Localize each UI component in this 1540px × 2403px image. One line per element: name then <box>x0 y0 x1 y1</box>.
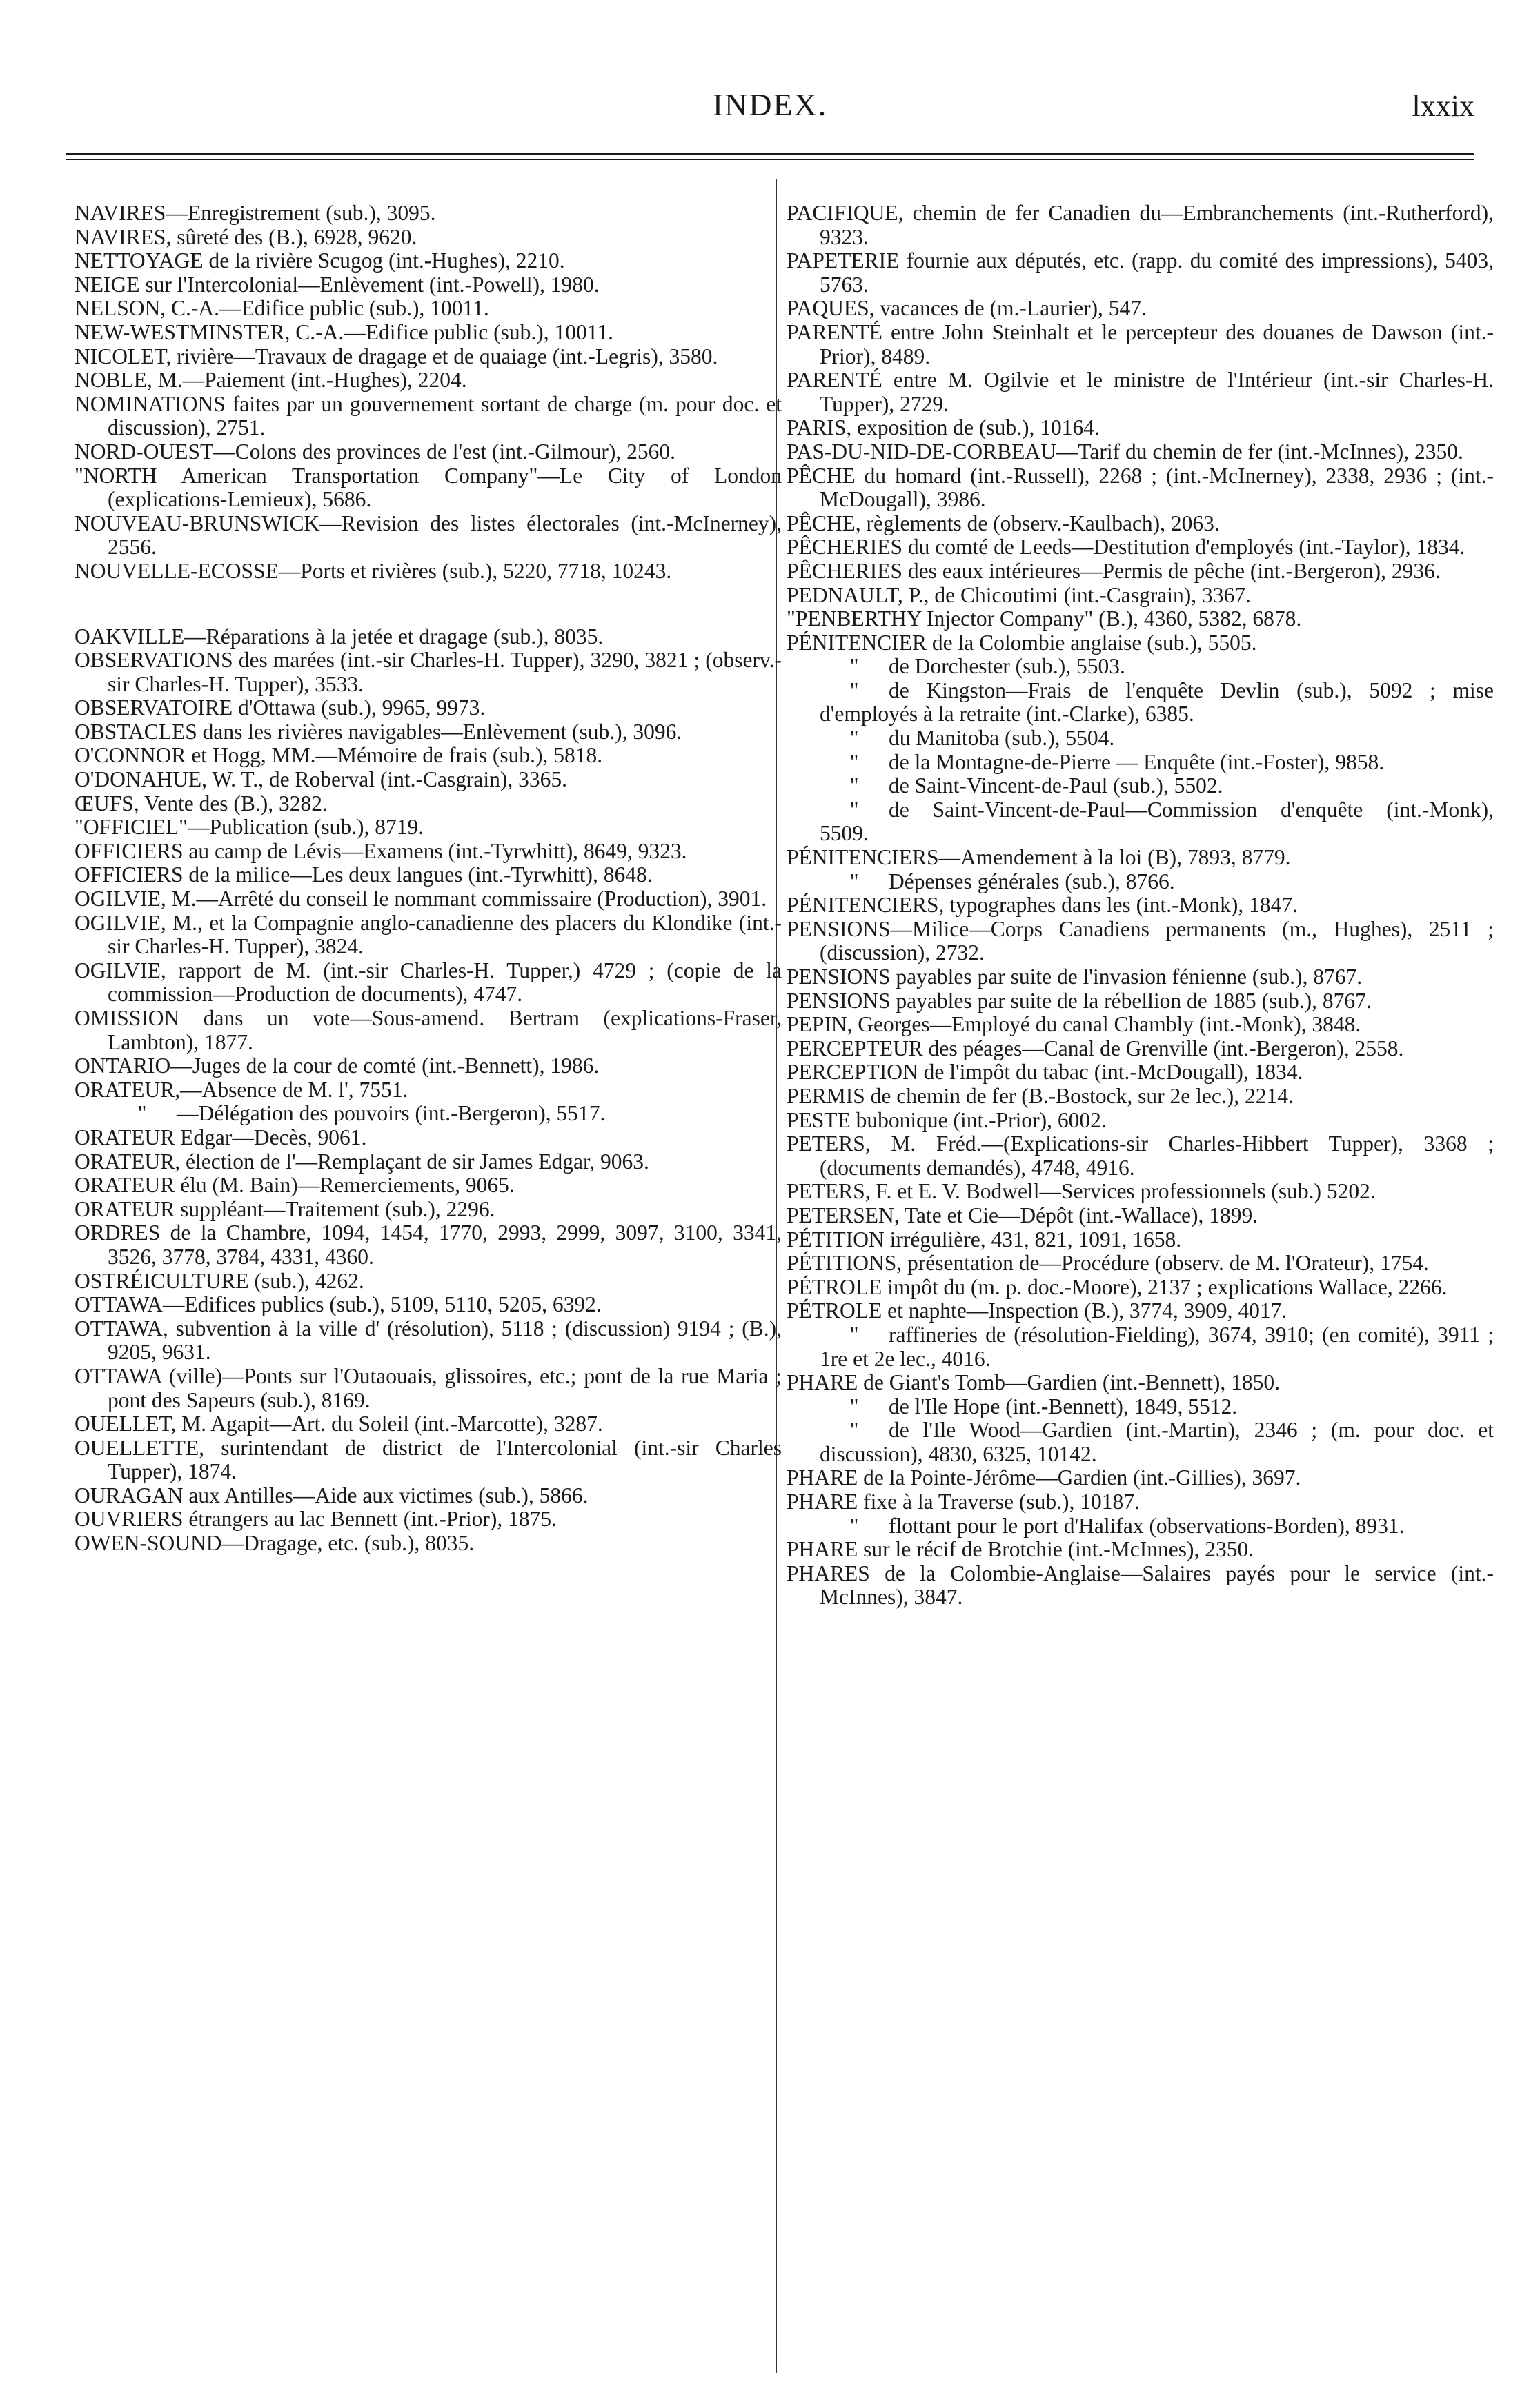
index-entry <box>787 1037 1494 1061</box>
index-entry <box>75 1126 782 1150</box>
entry-text: PARENTÉ entre M. Ogilvie et le ministre de l'Intérieur (int.-sir Charles-H. Tupper), 2729. <box>787 368 1494 416</box>
entry-text: PÊCHERIES des eaux intérieures—Permis de pêche (int.-Bergeron), 2936. <box>787 558 1441 583</box>
entry-text: PÉTITIONS, présentation de—Procédure (observ. de M. l'Orateur), 1754. <box>787 1251 1429 1276</box>
entry-text: NAVIRES—Enregistrement (sub.), 3095. <box>75 201 436 225</box>
index-entry <box>787 1085 1494 1109</box>
entry-text: "NORTH American Transportation Company"—Le City of London (explications-Lemieux), 5686. <box>75 463 782 512</box>
entry-text: NAVIRES, sûreté des (B.), 6928, 9620. <box>75 224 417 249</box>
entry-text: OMISSION dans un vote—Sous-amend. Bertram (explications-Fraser, Lambton), 1877. <box>75 1006 782 1054</box>
entry-text: "OFFICIEL"—Publication (sub.), 8719. <box>75 815 424 840</box>
index-subentry <box>787 1323 1494 1371</box>
index-entry <box>75 768 782 792</box>
entry-text: PERCEPTEUR des péages—Canal de Grenville (int.-Bergeron), 2558. <box>787 1036 1404 1060</box>
entry-text: NEIGE sur l'Intercolonial—Enlèvement (int.-Powell), 1980. <box>75 272 600 297</box>
entry-text: PETERSEN, Tate et Cie—Dépôt (int.-Wallace), 1899. <box>787 1203 1258 1227</box>
entry-text: NOUVELLE-ECOSSE—Ports et rivières (sub.), 5220, 7718, 10243. <box>75 558 672 583</box>
index-entry <box>787 1562 1494 1610</box>
entry-text: de Saint-Vincent-de-Paul—Commission d'enquête (int.-Monk), 5509. <box>820 797 1494 846</box>
ditto-mark: " <box>849 1418 859 1443</box>
index-entry <box>75 1412 782 1436</box>
index-subentry <box>787 726 1494 751</box>
entry-text: OSTRÉICULTURE (sub.), 4262. <box>75 1268 364 1293</box>
entry-text: de Saint-Vincent-de-Paul (sub.), 5502. <box>889 773 1223 798</box>
entry-text: PÊCHE, règlements de (observ.-Kaulbach), 2063. <box>787 511 1220 535</box>
entry-text: OUELLETTE, surintendant de district de l'Intercolonial (int.-sir Charles Tupper), 1874. <box>75 1435 782 1484</box>
index-entry <box>787 416 1494 440</box>
index-entry <box>787 918 1494 965</box>
entry-text: NETTOYAGE de la rivière Scugog (int.-Hughes), 2210. <box>75 248 565 273</box>
index-entry <box>75 297 782 321</box>
ditto-mark: " <box>849 773 859 798</box>
index-entry <box>75 345 782 369</box>
index-entry <box>75 959 782 1007</box>
index-entry <box>75 1198 782 1222</box>
index-entry <box>787 201 1494 249</box>
index-entry <box>787 440 1494 464</box>
entry-text: —Délégation des pouvoirs (int.-Bergeron), 5517. <box>177 1101 606 1126</box>
entry-text: PENSIONS—Milice—Corps Canadiens permanents (m., Hughes), 2511 ; (discussion), 2732. <box>787 916 1494 965</box>
entry-text: PÉNITENCIER de la Colombie anglaise (sub.), 5505. <box>787 630 1257 655</box>
entry-text: PHARE sur le récif de Brotchie (int.-McInnes), 2350. <box>787 1537 1254 1562</box>
entry-text: OTTAWA—Edifices publics (sub.), 5109, 5110, 5205, 6392. <box>75 1292 602 1317</box>
left-column <box>75 201 782 1556</box>
entry-text: PÉNITENCIERS, typographes dans les (int.-Monk), 1847. <box>787 893 1299 918</box>
page-title: INDEX. <box>712 87 828 122</box>
entry-text: de la Montagne-de-Pierre — Enquête (int.-Foster), 9858. <box>889 749 1385 774</box>
index-entry <box>75 249 782 273</box>
index-entry <box>75 1436 782 1484</box>
index-entry <box>75 1078 782 1102</box>
index-subentry <box>787 655 1494 679</box>
entry-text: PÊCHERIES du comté de Leeds—Destitution d'employés (int.-Taylor), 1834. <box>787 535 1465 560</box>
entry-text: OBSERVATIONS des marées (int.-sir Charles-H. Tupper), 3290, 3821 ; (observ.-sir Charles-H. Tupper), 3533. <box>75 648 782 696</box>
entry-text: OFFICIERS au camp de Lévis—Examens (int.-Tyrwhitt), 8649, 9323. <box>75 838 687 863</box>
entry-text: NOMINATIONS faites par un gouvernement sortant de charge (m. pour doc. et discussion), 2751. <box>75 391 782 440</box>
index-subentry <box>787 798 1494 846</box>
section-gap <box>75 584 782 625</box>
entry-text: PARIS, exposition de (sub.), 10164. <box>787 415 1100 440</box>
entry-text: OGILVIE, rapport de M. (int.-sir Charles-H. Tupper,) 4729 ; (copie de la commission—Production de documents), 4747. <box>75 958 782 1007</box>
index-entry <box>75 201 782 226</box>
entry-text: PÊCHE du homard (int.-Russell), 2268 ; (int.-McInerney), 2338, 2936 ; (int.-McDougall), 3986. <box>787 463 1494 512</box>
entry-text: PETERS, M. Fréd.—(Explications-sir Charles-Hibbert Tupper), 3368 ; (documents demandés), 4748, 4916. <box>787 1131 1494 1180</box>
index-entry <box>787 1371 1494 1395</box>
header-rule-thin <box>66 159 1474 160</box>
entry-text: ORATEUR, élection de l'—Remplaçant de sir James Edgar, 9063. <box>75 1149 649 1174</box>
entry-text: PÉTITION irrégulière, 431, 821, 1091, 1658. <box>787 1227 1182 1252</box>
entry-text: OFFICIERS de la milice—Les deux langues (int.-Tyrwhitt), 8648. <box>75 862 653 887</box>
index-subentry <box>787 774 1494 798</box>
index-entry <box>787 1228 1494 1252</box>
entry-text: PETERS, F. et E. V. Bodwell—Services professionnels (sub.) 5202. <box>787 1179 1376 1204</box>
index-entry <box>787 535 1494 560</box>
entry-text: PACIFIQUE, chemin de fer Canadien du—Embranchements (int.-Rutherford), 9323. <box>787 201 1494 249</box>
index-entry <box>75 1532 782 1556</box>
index-entry <box>75 840 782 864</box>
index-entry <box>75 1054 782 1078</box>
index-entry <box>75 1174 782 1198</box>
entry-text: PENSIONS payables par suite de l'invasion fénienne (sub.), 8767. <box>787 965 1363 989</box>
entry-text: NICOLET, rivière—Travaux de dragage et de quaiage (int.-Legris), 3580. <box>75 344 718 368</box>
ditto-mark: " <box>849 797 859 822</box>
ditto-mark: " <box>849 678 859 702</box>
index-entry <box>75 1365 782 1412</box>
index-entry <box>75 1317 782 1365</box>
entry-text: OGILVIE, M.—Arrêté du conseil le nommant commissaire (Production), 3901. <box>75 887 767 911</box>
index-subentry <box>787 1418 1494 1466</box>
ditto-mark: " <box>849 749 859 774</box>
index-entry <box>787 893 1494 918</box>
index-subentry <box>787 1395 1494 1419</box>
index-entry <box>787 297 1494 321</box>
entry-text: NEW-WESTMINSTER, C.-A.—Edifice public (sub.), 10011. <box>75 319 613 344</box>
entry-text: NORD-OUEST—Colons des provinces de l'est (int.-Gilmour), 2560. <box>75 439 675 464</box>
entry-text: ŒUFS, Vente des (B.), 3282. <box>75 791 328 815</box>
index-entry <box>75 911 782 959</box>
index-entry <box>75 440 782 464</box>
index-entry <box>787 321 1494 368</box>
entry-text: PESTE bubonique (int.-Prior), 6002. <box>787 1107 1107 1132</box>
entry-text: PAS-DU-NID-DE-CORBEAU—Tarif du chemin de fer (int.-McInnes), 2350. <box>787 439 1463 464</box>
index-entry <box>75 625 782 649</box>
ditto-mark: " <box>849 1322 859 1347</box>
entry-text: Dépenses générales (sub.), 8766. <box>889 869 1175 893</box>
entry-text: ORDRES de la Chambre, 1094, 1454, 1770, 2993, 2999, 3097, 3100, 3341, 3526, 3778, 3784, 4331, 4360. <box>75 1220 782 1269</box>
entry-text: PEDNAULT, P., de Chicoutimi (int.-Casgrain), 3367. <box>787 582 1251 607</box>
entry-text: PHARE de la Pointe-Jérôme—Gardien (int.-Gillies), 3697. <box>787 1465 1301 1490</box>
index-entry <box>787 1132 1494 1180</box>
index-entry <box>75 1507 782 1532</box>
entry-text: NELSON, C.-A.—Edifice public (sub.), 10011. <box>75 296 489 321</box>
index-entry <box>75 863 782 887</box>
index-entry <box>787 1276 1494 1300</box>
ditto-mark: " <box>849 654 859 679</box>
index-entry <box>787 1490 1494 1514</box>
entry-text: PENSIONS payables par suite de la rébellion de 1885 (sub.), 8767. <box>787 988 1372 1013</box>
entry-text: de Dorchester (sub.), 5503. <box>889 654 1125 679</box>
index-subentry <box>787 1514 1494 1539</box>
index-entry <box>787 965 1494 989</box>
index-entry <box>75 393 782 440</box>
index-subentry <box>787 751 1494 775</box>
index-entry <box>787 1299 1494 1323</box>
entry-text: PARENTÉ entre John Steinhalt et le percepteur des douanes de Dawson (int.-Prior), 8489. <box>787 319 1494 368</box>
index-entry <box>75 649 782 696</box>
index-entry <box>787 846 1494 870</box>
index-entry <box>75 887 782 911</box>
entry-text: ORATEUR Edgar—Decès, 9061. <box>75 1125 367 1149</box>
entry-text: PHARE fixe à la Traverse (sub.), 10187. <box>787 1490 1140 1514</box>
entry-text: PÉTROLE et naphte—Inspection (B.), 3774, 3909, 4017. <box>787 1298 1287 1323</box>
index-entry <box>787 464 1494 512</box>
entry-text: OUVRIERS étrangers au lac Bennett (int.-Prior), 1875. <box>75 1507 557 1532</box>
entry-text: PEPIN, Georges—Employé du canal Chambly (int.-Monk), 3848. <box>787 1012 1361 1037</box>
right-column <box>787 201 1494 1610</box>
entry-text: O'CONNOR et Hogg, MM.—Mémoire de frais (sub.), 5818. <box>75 743 603 768</box>
index-subentry <box>75 1102 782 1126</box>
entry-text: raffineries de (résolution-Fielding), 3674, 3910; (en comité), 3911 ; 1re et 2e lec., 4016. <box>820 1322 1494 1371</box>
index-entry <box>787 249 1494 297</box>
entry-text: OURAGAN aux Antilles—Aide aux victimes (sub.), 5866. <box>75 1483 589 1507</box>
entry-text: OTTAWA (ville)—Ponts sur l'Outaouais, glissoires, etc.; pont de la rue Maria ; pont des Sapeurs (sub.), 8169. <box>75 1363 782 1412</box>
index-entry <box>75 1293 782 1317</box>
index-entry <box>787 1204 1494 1228</box>
entry-text: de l'Ile Wood—Gardien (int.-Martin), 2346 ; (m. pour doc. et discussion), 4830, 6325, 10142. <box>820 1418 1494 1466</box>
entry-text: NOBLE, M.—Paiement (int.-Hughes), 2204. <box>75 368 467 393</box>
ditto-mark: " <box>137 1101 147 1126</box>
index-entry <box>75 368 782 393</box>
index-entry <box>787 1252 1494 1276</box>
index-entry <box>75 1269 782 1294</box>
index-entry <box>787 368 1494 416</box>
entry-text: OGILVIE, M., et la Compagnie anglo-canadienne des placers du Klondike (int.-sir Charles-H. Tupper), 3824. <box>75 910 782 959</box>
ditto-mark: " <box>849 1513 859 1538</box>
ditto-mark: " <box>849 869 859 893</box>
entry-text: NOUVEAU-BRUNSWICK—Revision des listes électorales (int.-McInerney), 2556. <box>75 511 782 560</box>
page-number: lxxix <box>1412 89 1474 123</box>
index-entry <box>787 1109 1494 1133</box>
entry-text: de Kingston—Frais de l'enquête Devlin (sub.), 5092 ; mise d'employés à la retraite (int.-Clarke), 6385. <box>820 678 1494 726</box>
index-subentry <box>787 870 1494 894</box>
entry-text: OWEN-SOUND—Dragage, etc. (sub.), 8035. <box>75 1531 475 1556</box>
index-entry <box>75 464 782 512</box>
ditto-mark: " <box>849 1394 859 1418</box>
entry-text: OUELLET, M. Agapit—Art. du Soleil (int.-Marcotte), 3287. <box>75 1412 603 1436</box>
ditto-mark: " <box>849 726 859 751</box>
index-entry <box>787 512 1494 536</box>
index-entry <box>75 696 782 720</box>
entry-text: OBSTACLES dans les rivières navigables—Enlèvement (sub.), 3096. <box>75 719 682 744</box>
header-rule-thick <box>66 153 1474 155</box>
entry-text: PHARE de Giant's Tomb—Gardien (int.-Bennett), 1850. <box>787 1370 1281 1395</box>
index-entry <box>787 989 1494 1013</box>
index-entry <box>75 744 782 768</box>
entry-text: OTTAWA, subvention à la ville d' (résolution), 5118 ; (discussion) 9194 ; (B.), 9205, 9631. <box>75 1316 782 1365</box>
index-entry <box>75 1150 782 1174</box>
index-entry <box>787 1538 1494 1562</box>
index-entry <box>787 1466 1494 1490</box>
entry-text: "PENBERTHY Injector Company" (B.), 4360, 5382, 6878. <box>787 606 1302 631</box>
index-entry <box>75 560 782 584</box>
entry-text: PAQUES, vacances de (m.-Laurier), 547. <box>787 296 1147 321</box>
index-entry <box>787 607 1494 631</box>
entry-text: PÉNITENCIERS—Amendement à la loi (B), 7893, 8779. <box>787 845 1291 870</box>
entry-text: ORATEUR élu (M. Bain)—Remerciements, 9065. <box>75 1173 515 1198</box>
entry-text: PERMIS de chemin de fer (B.-Bostock, sur 2e lec.), 2214. <box>787 1083 1294 1108</box>
entry-text: ORATEUR suppléant—Traitement (sub.), 2296. <box>75 1196 495 1221</box>
entry-text: OBSERVATOIRE d'Ottawa (sub.), 9965, 9973. <box>75 695 486 720</box>
index-entry <box>75 1007 782 1054</box>
entry-text: flottant pour le port d'Halifax (observations-Borden), 8931. <box>889 1513 1405 1538</box>
entry-text: ONTARIO—Juges de la cour de comté (int.-Bennett), 1986. <box>75 1054 600 1078</box>
index-entry <box>787 1013 1494 1037</box>
entry-text: de l'Ile Hope (int.-Bennett), 1849, 5512. <box>889 1394 1238 1418</box>
index-entry <box>75 1221 782 1269</box>
index-entry <box>75 321 782 345</box>
entry-text: O'DONAHUE, W. T., de Roberval (int.-Casgrain), 3365. <box>75 767 568 792</box>
index-entry <box>75 1484 782 1508</box>
index-entry <box>75 815 782 840</box>
entry-text: PÉTROLE impôt du (m. p. doc.-Moore), 2137 ; explications Wallace, 2266. <box>787 1274 1448 1299</box>
index-entry <box>787 1180 1494 1204</box>
index-entry <box>787 560 1494 584</box>
entry-text: ORATEUR,—Absence de M. l', 7551. <box>75 1077 408 1102</box>
index-entry <box>75 226 782 250</box>
index-entry <box>75 720 782 744</box>
index-entry <box>75 792 782 816</box>
index-entry <box>75 512 782 560</box>
entry-text: du Manitoba (sub.), 5504. <box>889 726 1115 751</box>
entry-text: PERCEPTION de l'impôt du tabac (int.-McDougall), 1834. <box>787 1060 1303 1085</box>
entry-text: PHARES de la Colombie-Anglaise—Salaires payés pour le service (int.-McInnes), 3847. <box>787 1561 1494 1610</box>
entry-text: PAPETERIE fournie aux députés, etc. (rapp. du comité des impressions), 5403, 5763. <box>787 248 1494 297</box>
entry-text: OAKVILLE—Réparations à la jetée et dragage (sub.), 8035. <box>75 624 604 649</box>
index-entry <box>787 1060 1494 1085</box>
index-subentry <box>787 679 1494 726</box>
index-entry <box>75 273 782 297</box>
index-entry <box>787 584 1494 608</box>
index-entry <box>787 631 1494 655</box>
